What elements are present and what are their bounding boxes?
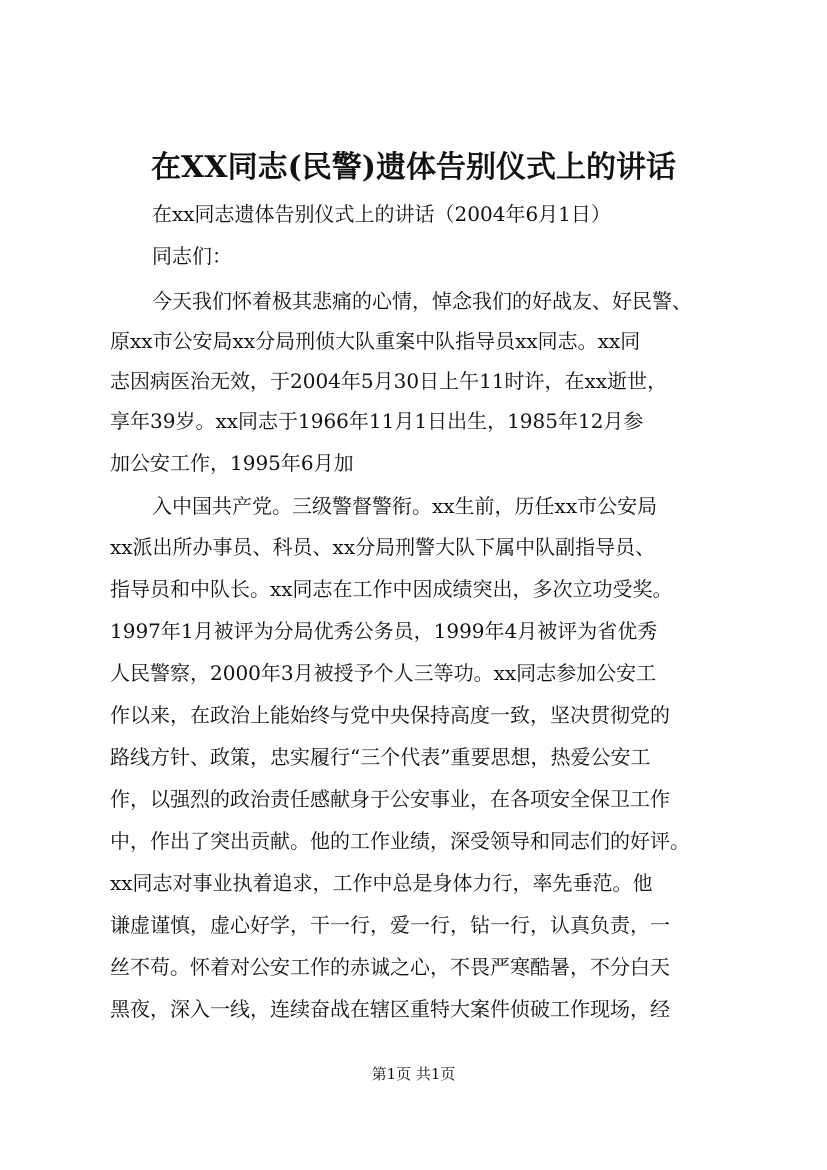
body-line-14: 中，作出了突出贡献。他的工作业绩，深受领导和同志们的好评。 — [110, 829, 690, 853]
body-line-6: 入中国共产党。三级警督警衔。xx生前，历任xx市公安局 — [152, 494, 658, 518]
body-line-11: 作以来，在政治上能始终与党中央保持高度一致，坚决贯彻党的 — [110, 703, 670, 727]
body-line-8: 指导员和中队长。xx同志在工作中因成绩突出，多次立功受奖。 — [110, 577, 673, 601]
body-line-9: 1997年1月被评为分局优秀公务员，1999年4月被评为省优秀 — [110, 619, 658, 643]
body-line-10: 人民警察，2000年3月被授予个人三等功。xx同志参加公安工 — [110, 661, 657, 685]
salutation: 同志们： — [152, 244, 232, 268]
body-line-3: 志因病医治无效，于2004年5月30日上午11时许，在xx逝世， — [110, 369, 668, 393]
document-subtitle: 在xx同志遗体告别仪式上的讲话（2004年6月1日） — [152, 202, 611, 226]
body-line-7: xx派出所办事员、科员、xx分局刑警大队下属中队副指导员、 — [110, 535, 656, 559]
body-line-13: 作，以强烈的政治责任感献身于公安事业，在各项安全保卫工作 — [110, 787, 670, 811]
body-line-18: 黑夜，深入一线，连续奋战在辖区重特大案件侦破工作现场，经 — [110, 997, 670, 1021]
body-line-1: 今天我们怀着极其悲痛的心情，悼念我们的好战友、好民警、 — [152, 289, 692, 313]
body-line-15: xx同志对事业执着追求，工作中总是身体力行，率先垂范。他 — [110, 871, 653, 895]
page-footer: 第1页 共1页 — [371, 1065, 456, 1083]
body-line-12: 路线方针、政策，忠实履行“三个代表”重要思想，热爱公安工 — [110, 745, 651, 769]
body-line-2: 原xx市公安局xx分局刑侦大队重案中队指导员xx同志。xx同 — [110, 329, 641, 353]
body-line-16: 谦虚谨慎，虚心好学，干一行，爱一行，钻一行，认真负责，一 — [110, 913, 670, 937]
document-title: 在XX同志(民警)遗体告别仪式上的讲话 — [151, 150, 676, 185]
body-line-17: 丝不苟。怀着对公安工作的赤诚之心，不畏严寒酷暑，不分白天 — [110, 955, 670, 979]
body-line-4: 享年39岁。xx同志于1966年11月1日出生，1985年12月参 — [110, 409, 644, 433]
body-line-5: 加公安工作，1995年6月加 — [110, 451, 354, 475]
